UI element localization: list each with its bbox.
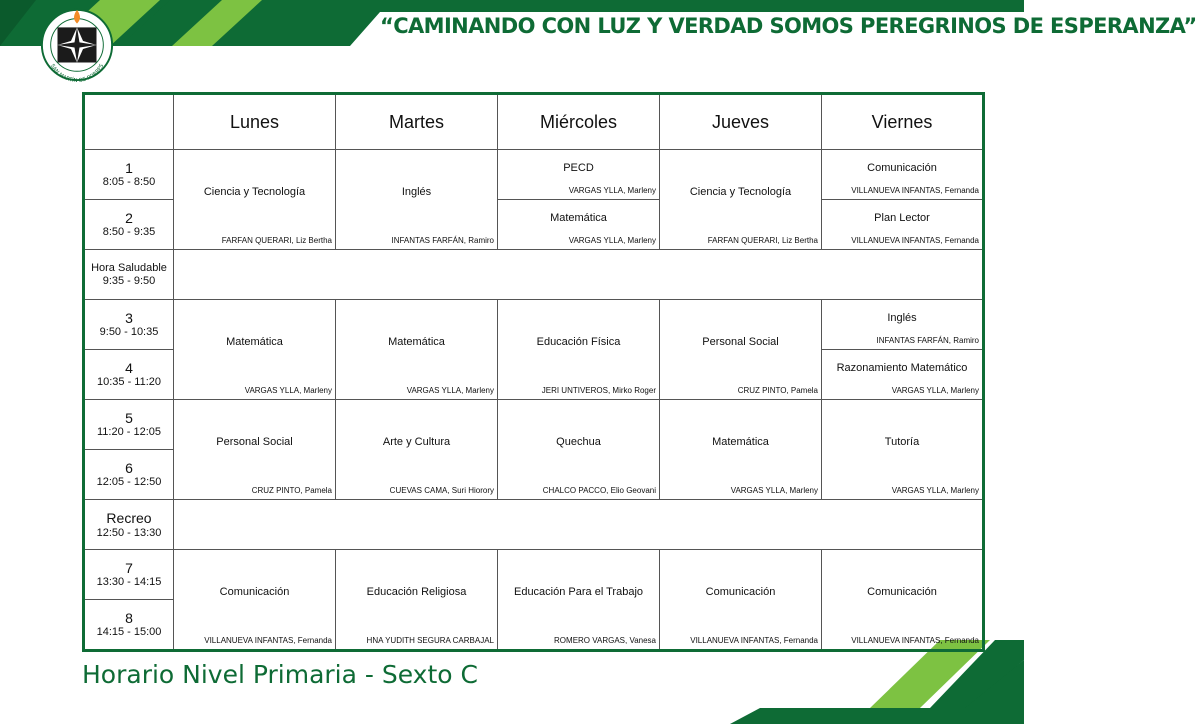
teacher-name: FARFAN QUERARI, Liz Bertha <box>707 236 818 245</box>
day-header: Viernes <box>822 94 984 150</box>
slot-time: 12:50 - 13:30 <box>96 526 162 539</box>
class-cell <box>660 400 822 500</box>
class-cell <box>822 300 984 350</box>
class-cell <box>822 400 984 500</box>
slot-cell <box>84 250 174 300</box>
slot-cell <box>84 200 174 250</box>
break-cell <box>174 500 984 550</box>
slot-number: 1 <box>125 160 133 176</box>
table-row <box>84 550 984 600</box>
class-cell <box>498 300 660 400</box>
class-cell <box>174 400 336 500</box>
break-cell <box>174 250 984 300</box>
day-header: Lunes <box>174 94 336 150</box>
slot-label: Recreo <box>106 509 152 526</box>
teacher-name: INFANTAS FARFÁN, Ramiro <box>391 236 494 245</box>
teacher-name: CUEVAS CAMA, Suri Hiorory <box>389 486 494 495</box>
slot-cell <box>84 300 174 350</box>
slot-number: 8 <box>125 610 133 626</box>
teacher-name: VARGAS YLLA, Marleny <box>244 386 332 395</box>
slot-cell <box>84 150 174 200</box>
subject-name: Tutoría <box>884 435 920 448</box>
teacher-name: CRUZ PINTO, Pamela <box>737 386 818 395</box>
class-cell <box>822 350 984 400</box>
teacher-name: CHALCO PACCO, Elio Geovani <box>542 486 656 495</box>
table-row <box>84 250 984 300</box>
slot-cell <box>84 500 174 550</box>
class-cell <box>822 550 984 651</box>
class-cell <box>174 300 336 400</box>
slot-number: 5 <box>125 410 133 426</box>
class-cell <box>336 300 498 400</box>
class-cell <box>174 550 336 651</box>
teacher-name: VARGAS YLLA, Marleny <box>568 236 656 245</box>
subject-name: Educación Para el Trabajo <box>513 585 644 598</box>
teacher-name: VILLANUEVA INFANTAS, Fernanda <box>851 636 979 645</box>
class-cell <box>336 150 498 250</box>
slot-cell <box>84 400 174 450</box>
table-row <box>84 400 984 450</box>
teacher-name: VARGAS YLLA, Marleny <box>891 386 979 395</box>
teacher-name: INFANTAS FARFÁN, Ramiro <box>876 336 979 345</box>
class-cell <box>822 150 984 200</box>
subject-name: PECD <box>563 162 594 174</box>
subject-name: Ciencia y Tecnología <box>203 185 306 198</box>
teacher-name: JERI UNTIVEROS, Mirko Roger <box>541 386 656 395</box>
table-row <box>84 500 984 550</box>
teacher-name: VARGAS YLLA, Marleny <box>406 386 494 395</box>
teacher-name: VARGAS YLLA, Marleny <box>730 486 818 495</box>
class-cell <box>660 300 822 400</box>
motto-heading: “CAMINANDO CON LUZ Y VERDAD SOMOS PEREGRINOS DE ESPERANZA” <box>380 14 1197 38</box>
teacher-name: VILLANUEVA INFANTAS, Fernanda <box>851 186 979 195</box>
subject-name: Comunicación <box>219 585 290 598</box>
subject-name: Matemática <box>388 335 445 348</box>
slot-label: Hora Saludable <box>91 262 167 274</box>
class-cell <box>336 550 498 651</box>
schedule-table <box>82 92 985 652</box>
teacher-name: FARFAN QUERARI, Liz Bertha <box>221 236 332 245</box>
logo-text: SAN MARTÍN DE PORRES <box>48 63 106 82</box>
table-header-row <box>84 94 984 150</box>
slot-number: 3 <box>125 310 133 326</box>
teacher-name: VILLANUEVA INFANTAS, Fernanda <box>851 236 979 245</box>
slot-time: 10:35 - 11:20 <box>96 376 161 388</box>
class-cell <box>498 200 660 250</box>
subject-name: Matemática <box>712 435 769 448</box>
subject-name: Educación Física <box>536 335 621 348</box>
subject-name: Razonamiento Matemático <box>836 362 968 374</box>
table-row <box>84 150 984 200</box>
teacher-name: CRUZ PINTO, Pamela <box>251 486 332 495</box>
day-header: Martes <box>336 94 498 150</box>
slot-time: 12:05 - 12:50 <box>96 476 162 488</box>
subject-name: Comunicación <box>867 585 937 598</box>
teacher-name: VARGAS YLLA, Marleny <box>568 186 656 195</box>
teacher-name: ROMERO VARGAS, Vanesa <box>554 636 656 645</box>
slot-number: 4 <box>125 360 133 376</box>
teacher-name: VILLANUEVA INFANTAS, Fernanda <box>204 636 332 645</box>
subject-name: Matemática <box>226 335 283 348</box>
slot-cell <box>84 550 174 600</box>
table-row <box>84 300 984 350</box>
slot-time: 11:20 - 12:05 <box>96 426 161 438</box>
slot-cell <box>84 600 174 651</box>
class-cell <box>660 150 822 250</box>
subject-name: Ciencia y Tecnología <box>689 185 792 198</box>
class-cell <box>498 400 660 500</box>
subject-name: Quechua <box>556 435 601 448</box>
subject-name: Personal Social <box>702 335 779 348</box>
subject-name: Inglés <box>887 312 917 324</box>
teacher-name: HNA YUDITH SEGURA CARBAJAL <box>366 636 494 645</box>
subject-name: Comunicación <box>867 162 937 174</box>
slot-number: 6 <box>125 460 133 476</box>
day-header: Miércoles <box>498 94 660 150</box>
teacher-name: VILLANUEVA INFANTAS, Fernanda <box>690 636 818 645</box>
class-cell <box>822 200 984 250</box>
subject-name: Plan Lector <box>874 212 930 224</box>
slot-time: 13:30 - 14:15 <box>96 576 162 588</box>
class-cell <box>498 150 660 200</box>
slot-time: 9:50 - 10:35 <box>99 326 159 338</box>
subject-name: Arte y Cultura <box>382 435 451 448</box>
class-cell <box>660 550 822 651</box>
slot-number: 7 <box>125 560 133 576</box>
page-title: Horario Nivel Primaria - Sexto C <box>82 660 478 689</box>
class-cell <box>174 150 336 250</box>
slot-time: 8:05 - 8:50 <box>102 176 156 188</box>
class-cell <box>498 550 660 651</box>
slot-number: 2 <box>125 210 133 226</box>
subject-name: Comunicación <box>705 585 776 598</box>
slot-cell <box>84 450 174 500</box>
school-logo <box>38 4 116 82</box>
subject-name: Matemática <box>550 212 607 224</box>
day-header: Jueves <box>660 94 822 150</box>
subject-name: Educación Religiosa <box>366 585 467 598</box>
teacher-name: VARGAS YLLA, Marleny <box>891 486 979 495</box>
slot-time: 9:35 - 9:50 <box>102 275 156 287</box>
slot-cell <box>84 350 174 400</box>
subject-name: Inglés <box>401 185 432 198</box>
corner-cell <box>84 94 174 150</box>
slot-time: 14:15 - 15:00 <box>96 626 162 638</box>
slot-time: 8:50 - 9:35 <box>102 226 156 238</box>
class-cell <box>336 400 498 500</box>
subject-name: Personal Social <box>216 435 293 448</box>
